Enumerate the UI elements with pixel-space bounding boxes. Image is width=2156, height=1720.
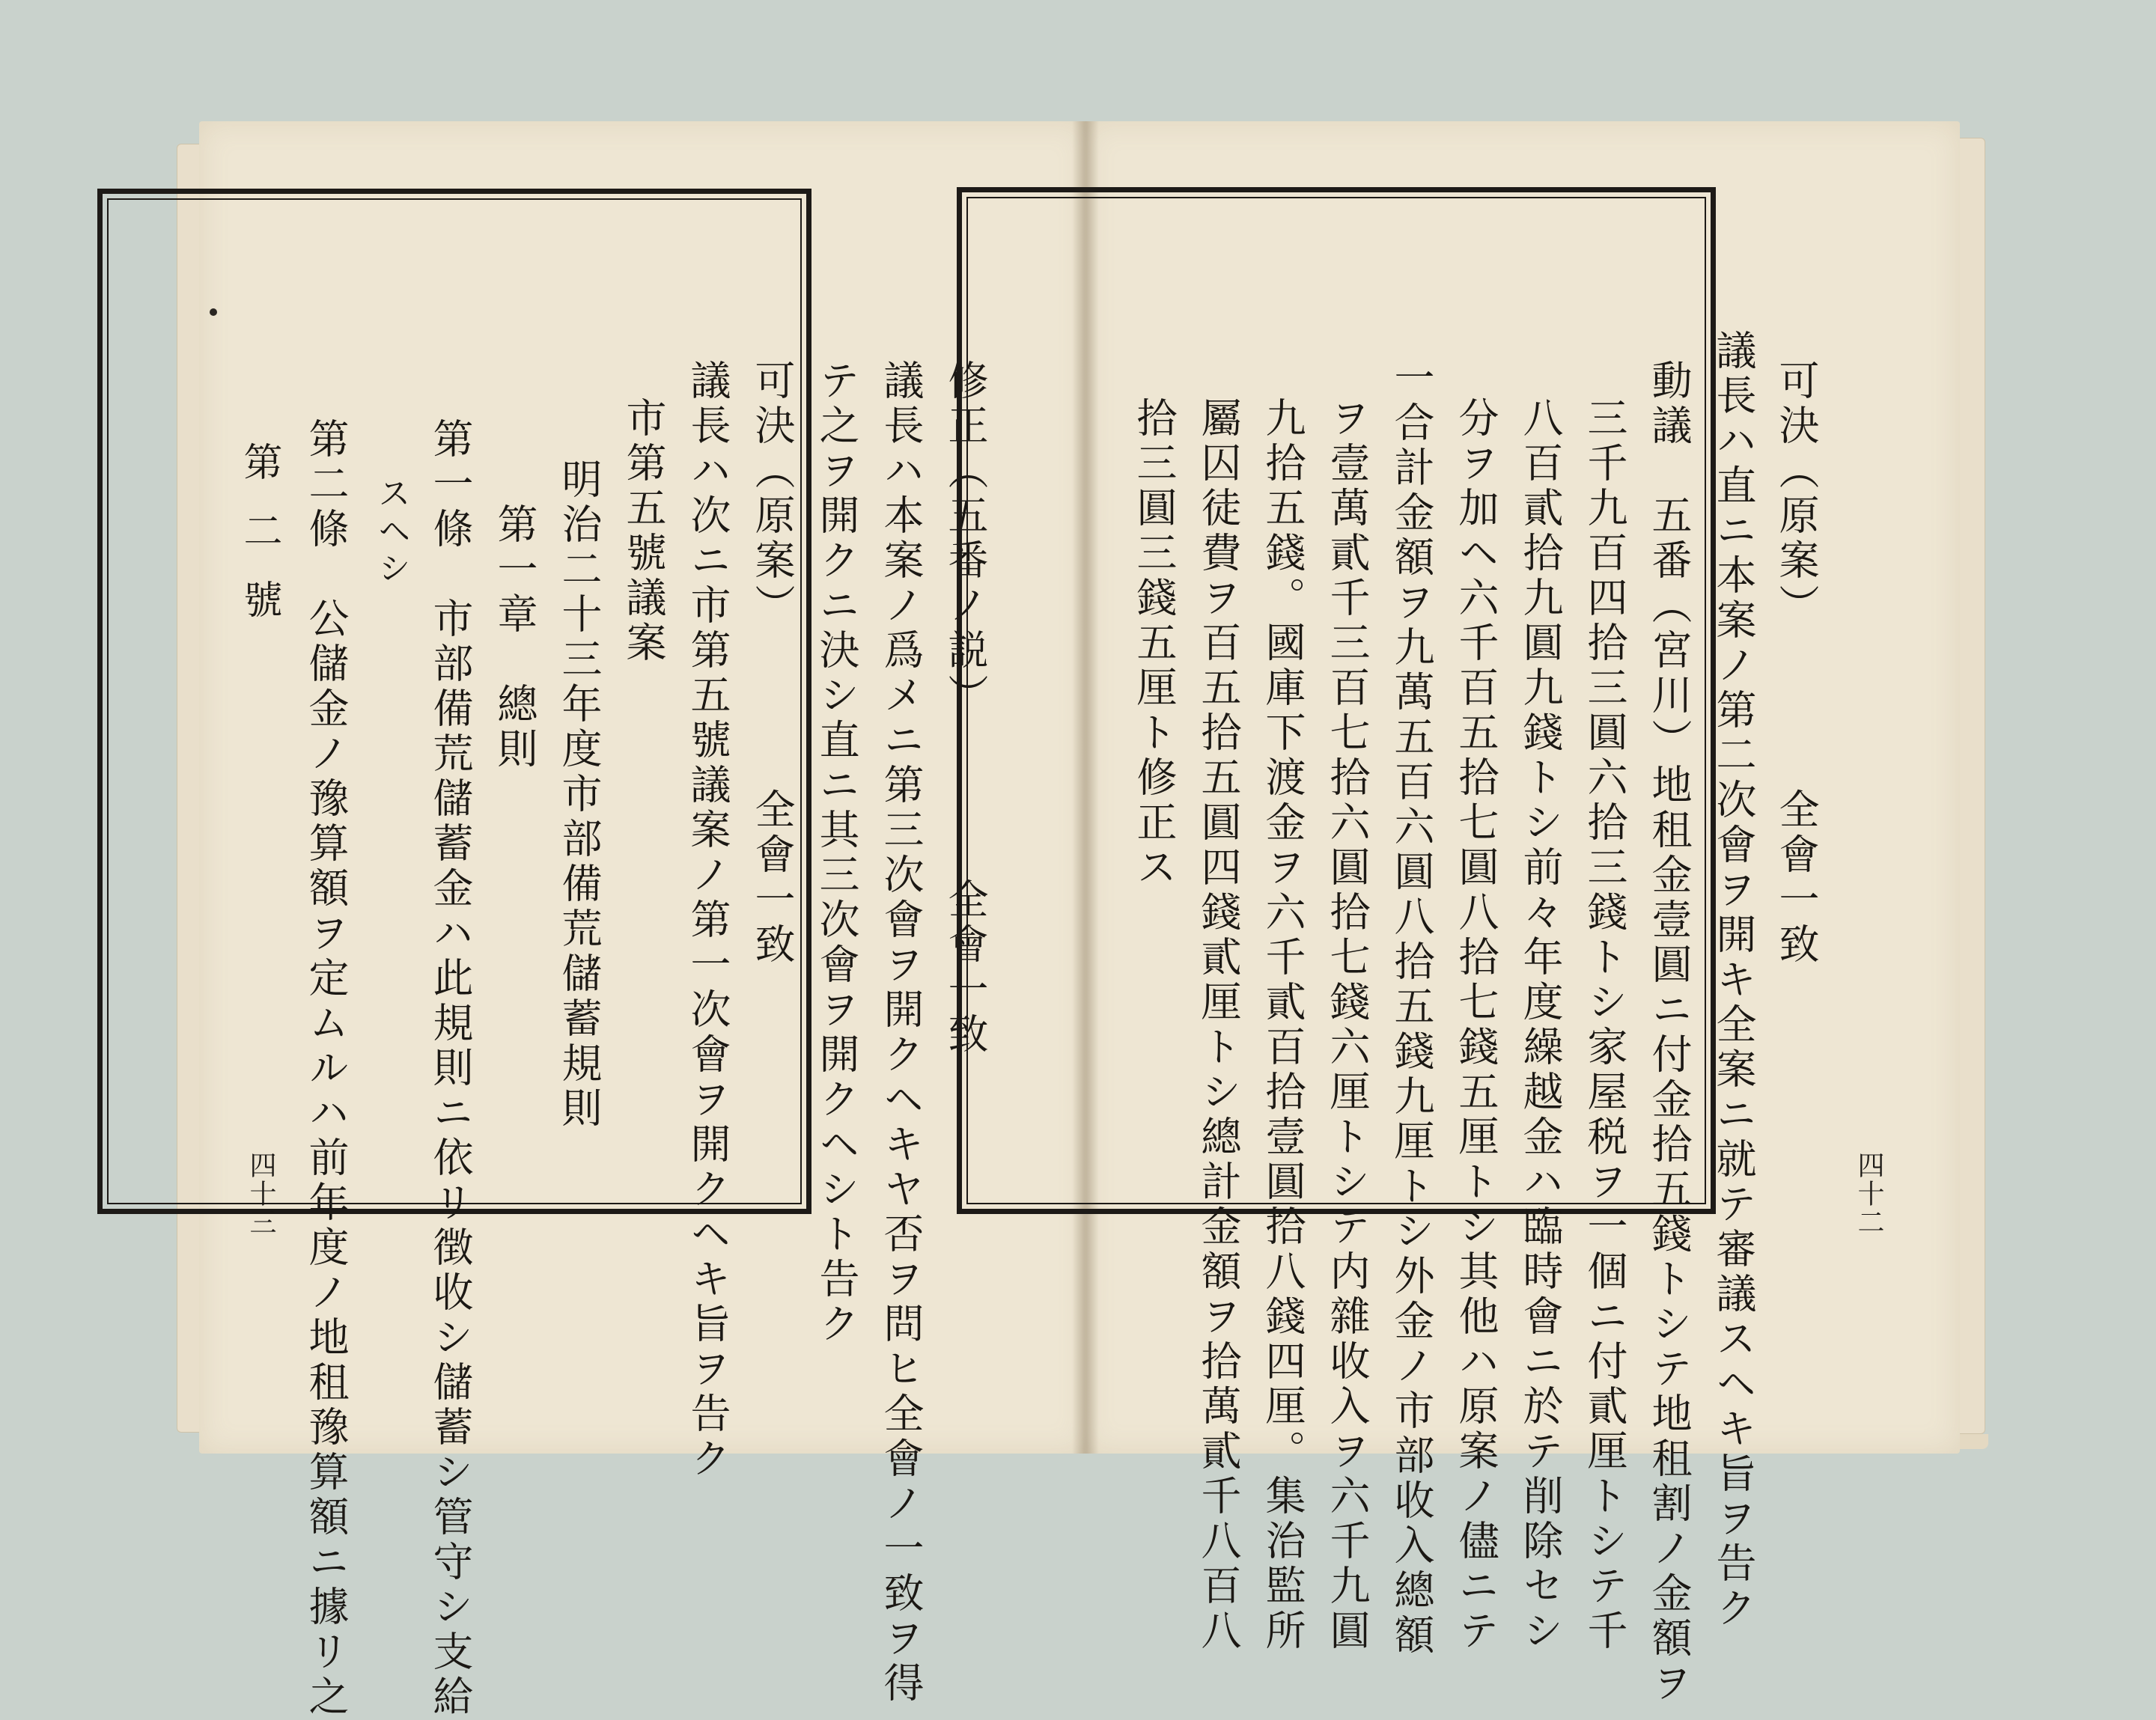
running-header: 第二號 — [237, 442, 281, 648]
right-col-3: 動議 五番（宮川）地租金壹圓ニ付金拾五錢トシテ地租割ノ金額ヲ — [1645, 359, 1693, 1707]
right-col-4: 三千九百四拾三圓六拾三錢トシ家屋税ヲ一個ニ付貳厘トシテ千 — [1581, 397, 1628, 1654]
page-number-right: 四十二 — [1854, 1151, 1884, 1236]
left-col-5: 議長ハ次ニ市第五號議案ノ第一次會ヲ開クヘキ旨ヲ告ク — [684, 359, 731, 1482]
right-col-2: 議長ハ直ニ本案ノ第二次會ヲ開キ全案ニ就テ審議スヘキ旨ヲ告ク — [1710, 329, 1757, 1632]
right-col-11: 拾三圓三錢五厘ト修正ス — [1130, 397, 1178, 891]
left-col-2: 議長ハ本案ノ爲メニ第三次會ヲ開クヘキヤ否ヲ問ヒ全會ノ一致ヲ得 — [877, 359, 925, 1707]
left-col-11: 第二條 公儲金ノ豫算額ヲ定ムルハ前年度ノ地租豫算額ニ據リ之 — [302, 418, 350, 1720]
right-col-10: 屬囚徒費ヲ百五拾五圓四錢貳厘トシ總計金額ヲ拾萬貳千八百八 — [1195, 397, 1242, 1654]
right-col-1: 可決（原案） 全會一致 — [1773, 359, 1820, 968]
right-col-7: 一合計金額ヲ九萬五百六圓八拾五錢九厘トシ外金ノ市部收入總額 — [1388, 356, 1435, 1659]
left-col-1: 修正（五番ノ説） 全會一致 — [942, 359, 989, 1058]
left-col-10: スヘシ — [372, 476, 410, 588]
left-col-9: 第一條 市部備荒儲蓄金ハ此規則ニ依リ徴收シ儲蓄シ管守シ支給 — [427, 418, 474, 1720]
left-col-8: 第一章 總則 — [491, 503, 538, 772]
left-col-3: テ之ヲ開クニ決シ直ニ其三次會ヲ開クヘシト告ク — [813, 359, 860, 1347]
left-col-7: 明治二十三年度市部備荒儲蓄規則 — [555, 458, 603, 1132]
right-col-6: 分ヲ加ヘ六千百五拾七圓八拾七錢五厘トシ其他ハ原案ノ儘ニテ — [1452, 397, 1499, 1654]
left-col-6: 市第五號議案 — [620, 397, 667, 666]
left-col-4: 可決（原案） 全會一致 — [749, 359, 796, 968]
page-number-left: 四十三 — [246, 1151, 276, 1236]
right-col-5: 八百貳拾九圓九錢トシ前々年度繰越金ハ臨時會ニ於テ削除セシ — [1517, 397, 1564, 1654]
right-col-8: ヲ壹萬貳千三百七拾六圓拾七錢六厘トシテ内雜收入ヲ六千九圓 — [1324, 397, 1371, 1654]
right-col-9: 九拾五錢。國庫下渡金ヲ六千貳百拾壹圓拾八錢四厘。集治監所 — [1259, 397, 1306, 1654]
